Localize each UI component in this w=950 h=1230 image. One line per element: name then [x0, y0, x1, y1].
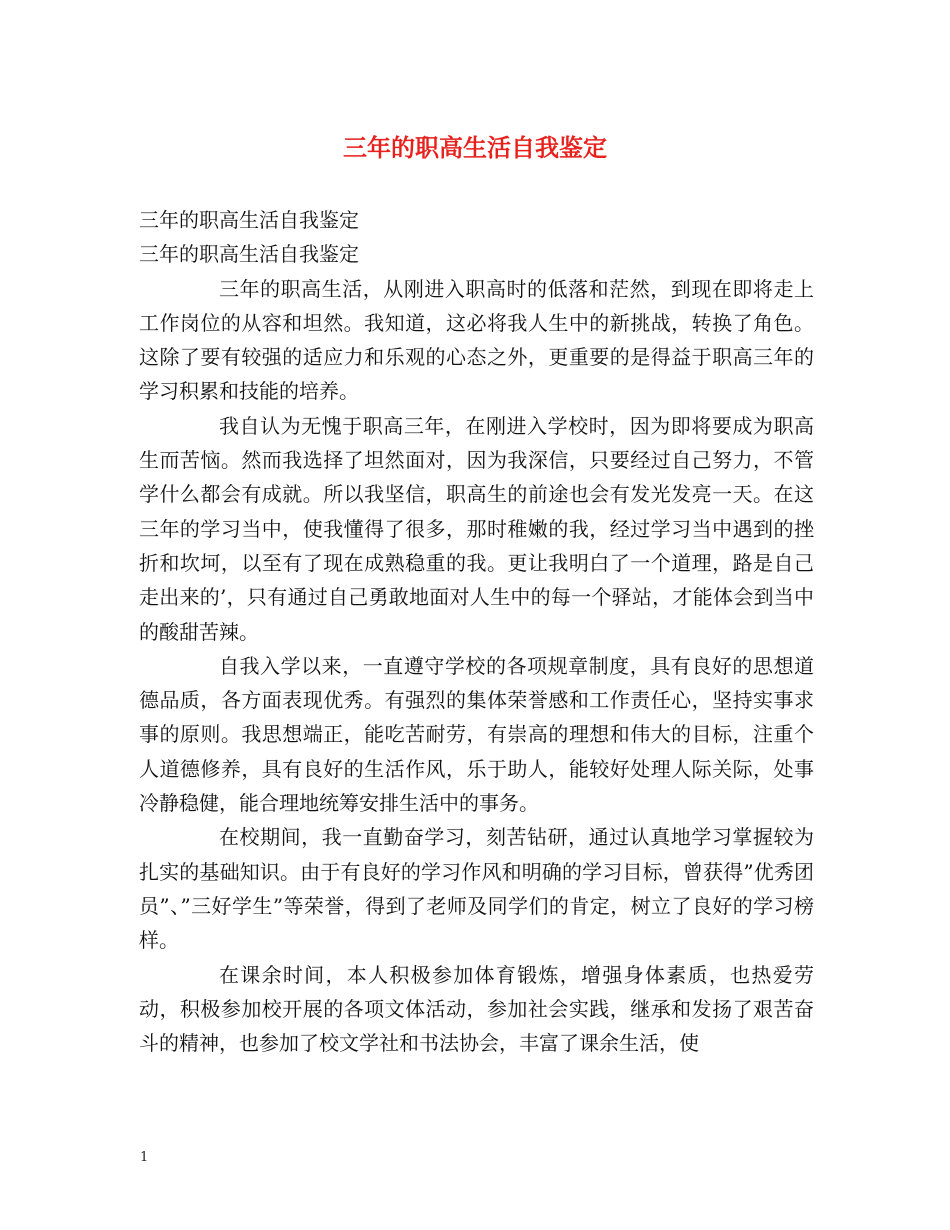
document-body: [139, 203, 814, 1060]
subtitle-line: 三年的职高生活自我鉴定: [139, 208, 359, 232]
page-number: 1: [140, 1150, 149, 1165]
subtitle-line: 三年的职高生活自我鉴定: [139, 242, 359, 267]
body-paragraph: 在校期间，我一直勤奋学习，刻苦钻研，通过认真地学习掌握较为扎实的基础知识。由于有良好的学习作风和明确的学习目标，曾获得”优秀团员”、”三好学生”等荣誉，得到了老师及同学们的肯定，树立了良好的学习榜样。: [139, 825, 814, 953]
body-paragraph: 自我入学以来，一直遵守学校的各项规章制度，具有良好的思想道德品质，各方面表现优秀。有强烈的集体荣誉感和工作责任心，坚持实事求事的原则。我思想端正，能吃苦耐劳，有崇高的理想和伟大的目标，注重个人道德修养，具有良好的生活作风，乐于助人，能较好处理人际关际，处事冷静稳健，能合理地统筹安排生活中的事务。: [139, 653, 814, 816]
body-paragraph: 三年的职高生活，从刚进入职高时的低落和茫然，到现在即将走上工作岗位的从容和坦然。我知道，这必将我人生中的新挑战，转换了角色。这除了要有较强的适应力和乐观的心态之外，更重要的是得益于职高三年的学习积累和技能的培养。: [139, 276, 814, 404]
document-title: 三年的职高生活自我鉴定: [343, 133, 607, 162]
body-paragraph: 我自认为无愧于职高三年，在刚进入学校时，因为即将要成为职高生而苦恼。然而我选择了坦然面对，因为我深信，只要经过自己努力，不管学什么都会有成就。所以我坚信，职高生的前途也会有发光发亮一天。在这三年的学习当中，使我懂得了很多，那时稚嫩的我，经过学习当中遇到的挫折和坎坷，以至有了现在成熟稳重的我。更让我明白了一个道理，路是自己走出来的’，只有通过自己勇敢地面对人生中的每一个驿站，才能体会到当中的酸甜苦辣。: [139, 413, 814, 644]
body-paragraph: 在课余时间，本人积极参加体育锻炼，增强身体素质，也热爱劳动，积极参加校开展的各项文体活动，参加社会实践，继承和发扬了艰苦奋斗的精神，也参加了校文学社和书法协会，丰富了课余生活，使: [139, 962, 814, 1056]
